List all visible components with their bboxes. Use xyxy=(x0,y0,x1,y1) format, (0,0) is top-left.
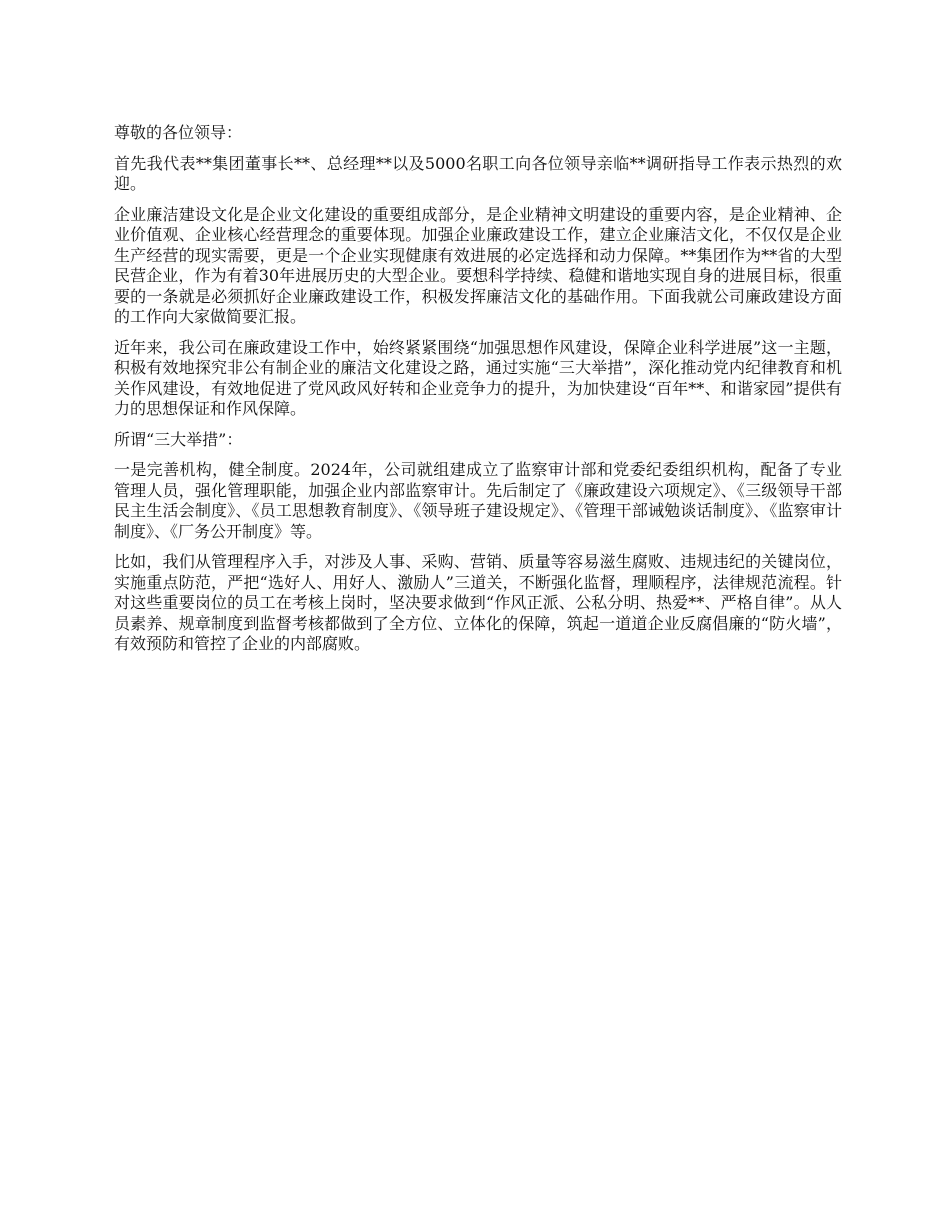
document-body xyxy=(114,123,842,665)
paragraph-recent-years: 近年来，我公司在廉政建设工作中，始终紧紧围绕“加强思想作风建设，保障企业科学进展”这一主题，积极有效地探究非公有制企业的廉洁文化建设之路，通过实施“三大举措”，深化推动党内纪律教育和机关作风建设，有效地促进了党风政风好转和企业竞争力的提升，为加快建设“百年**、和谐家园”提供有力的思想保证和作风保障。 xyxy=(114,337,842,418)
salutation: 尊敬的各位领导： xyxy=(114,123,243,142)
paragraph-measure-one: 一是完善机构，健全制度。2024年，公司就组建成立了监察审计部和党委纪委组织机构，配备了专业管理人员，强化管理职能，加强企业内部监察审计。先后制定了《廉政建设六项规定》、《三级领导干部民主生活会制度》、《员工思想教育制度》、《领导班子建设规定》、《管理干部诫勉谈话制度》、《监察审计制度》、《厂务公开制度》等。 xyxy=(114,460,842,541)
paragraph-three-measures-heading: 所谓“三大举措”： xyxy=(114,429,243,449)
paragraph-welcome: 首先我代表**集团董事长**、总经理**以及5000名职工向各位领导亲临**调研指导工作表示热烈的欢迎。 xyxy=(114,153,842,193)
paragraph-example: 比如，我们从管理程序入手，对涉及人事、采购、营销、质量等容易滋生腐败、违规违纪的关键岗位，实施重点防范，严把“选好人、用好人、激励人”三道关，不断强化监督，理顺程序，法律规范流程。针对这些重要岗位的员工在考核上岗时，坚决要求做到“作风正派、公私分明、热爱**、严格自律”。从人员素养、规章制度到监督考核都做到了全方位、立体化的保障，筑起一道道企业反腐倡廉的“防火墙”，有效预防和管控了企业的内部腐败。 xyxy=(114,552,842,653)
paragraph-culture: 企业廉洁建设文化是企业文化建设的重要组成部分，是企业精神文明建设的重要内容，是企业精神、企业价值观、企业核心经营理念的重要体现。加强企业廉政建设工作，建立企业廉洁文化，不仅仅是企业生产经营的现实需要，更是一个企业实现健康有效进展的必定选择和动力保障。**集团作为**省的大型民营企业，作为有着30年进展历史的大型企业。要想科学持续、稳健和谐地实现自身的进展目标，很重要的一条就是必须抓好企业廉政建设工作，积极发挥廉洁文化的基础作用。下面我就公司廉政建设方面的工作向大家做简要汇报。 xyxy=(114,204,842,326)
